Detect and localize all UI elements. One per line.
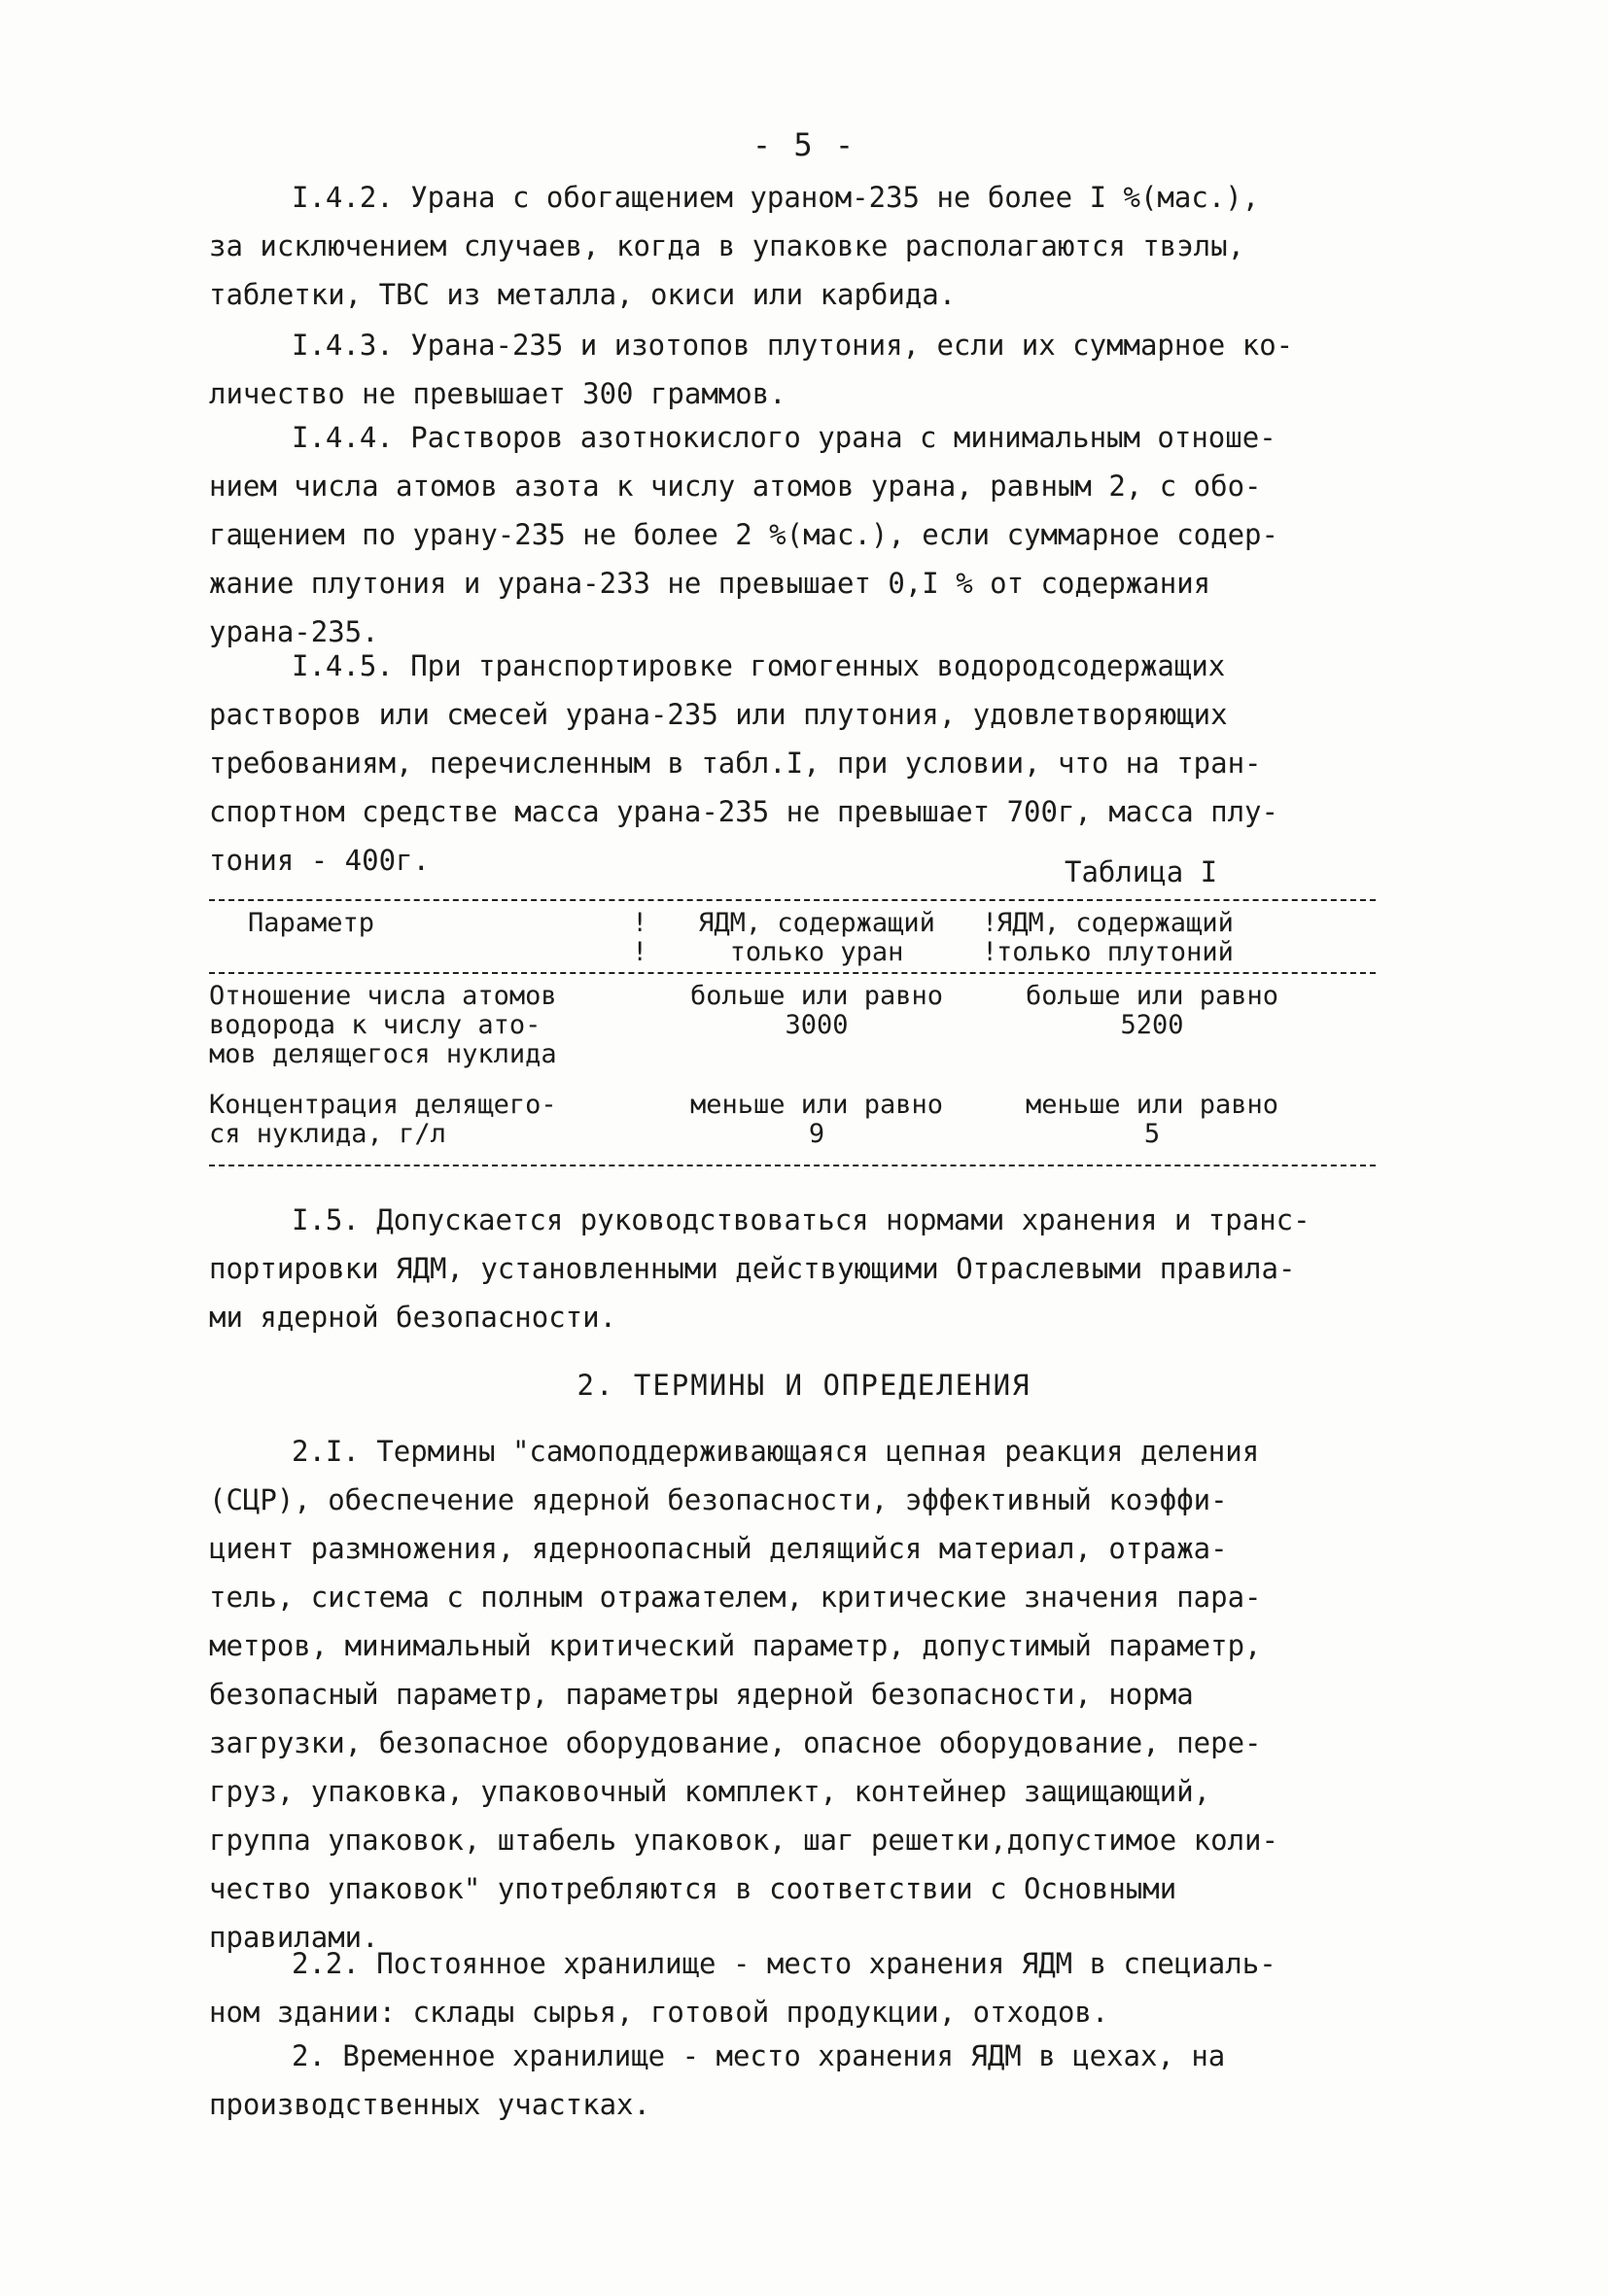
row-param-line: ся нуклида, г/л [209, 1119, 446, 1149]
text-line: ми ядерной безопасности. [209, 1301, 617, 1334]
row-param [209, 1091, 627, 1149]
text-line: 2. Временное хранилище - место хранения ЯДМ в цехах, на [292, 2039, 1226, 2072]
text-line: 2.2. Постоянное хранилище - место хранения ЯДМ в специаль- [292, 1947, 1276, 1980]
header-param: Параметр [248, 908, 375, 938]
row-uran-value: 3000 [785, 1010, 849, 1040]
row-plut [996, 1091, 1376, 1149]
header-uran-line1: ЯДМ, содержащий [698, 908, 935, 938]
row-uran-value: 9 [808, 1119, 825, 1149]
paragraph-2-3 [209, 2032, 1385, 2129]
text-line: ном здании: склады сырья, готовой продукции, отходов. [209, 1996, 1109, 2029]
column-separator: ! [632, 908, 648, 938]
row-plut-value: 5 [1143, 1119, 1161, 1149]
column-separator: ! [632, 937, 648, 967]
row-uran [656, 982, 977, 1040]
table-bottom-rule [209, 1165, 1376, 1166]
table-row [209, 982, 1376, 1074]
row-plut-value: 5200 [1120, 1010, 1184, 1040]
section-title: 2. ТЕРМИНЫ И ОПРЕДЕЛЕНИЯ [577, 1369, 1031, 1402]
page-number: - 5 - [752, 126, 856, 163]
row-param-line: Концентрация делящего- [209, 1090, 557, 1120]
text-line: тония - 400г. [209, 844, 430, 877]
table-header-rule [209, 972, 1376, 974]
text-line: загрузки, безопасное оборудование, опасное оборудование, пере- [209, 1726, 1262, 1759]
text-line: (СЦР), обеспечение ядерной безопасности, эффективный коэффи- [209, 1483, 1228, 1516]
text-line: тель, система с полным отражателем, критические значения пара- [209, 1581, 1262, 1614]
text-line: I.4.3. Урана-235 и изотопов плутония, если их суммарное ко- [292, 329, 1294, 362]
text-line: гащением по урану-235 не более 2 %(мас.), если суммарное содер- [209, 518, 1278, 551]
text-line: I.4.2. Урана с обогащением ураном-235 не более I %(мас.), [292, 181, 1260, 214]
text-line: чество упаковок" употребляются в соответствии с Основными [209, 1872, 1177, 1905]
text-line: 2.I. Термины "самоподдерживающаяся цепная реакция деления [292, 1435, 1260, 1468]
text-line: правилами. [209, 1921, 379, 1954]
text-line: требованиям, перечисленным в табл.I, при условии, что на тран- [209, 747, 1262, 780]
text-line: за исключением случаев, когда в упаковке располагаются твэлы, [209, 229, 1245, 262]
header-plut-line2: только плутоний [996, 937, 1234, 967]
table-header [209, 909, 1376, 967]
paragraph-1-4-5 [209, 642, 1385, 885]
paragraph-1-4-3 [209, 321, 1385, 418]
paragraph-1-5 [209, 1196, 1385, 1341]
text-line: безопасный параметр, параметры ядерной безопасности, норма [209, 1678, 1194, 1711]
header-plut-line1: ЯДМ, содержащий [996, 908, 1234, 938]
table-top-rule [209, 899, 1376, 901]
text-line: личество не превышает 300 граммов. [209, 377, 787, 410]
text-line: растворов или смесей урана-235 или плутония, удовлетворяющих [209, 698, 1228, 731]
row-plut-cond: больше или равно [1025, 981, 1279, 1011]
text-line: I.4.5. При транспортировке гомогенных водородсодержащих [292, 649, 1226, 682]
row-param [209, 982, 627, 1069]
row-uran [656, 1091, 977, 1149]
text-line: циент размножения, ядерноопасный делящийся материал, отража- [209, 1532, 1228, 1565]
text-line: спортном средстве масса урана-235 не превышает 700г, масса плу- [209, 795, 1278, 828]
row-plut-cond: меньше или равно [1025, 1090, 1279, 1120]
paragraph-1-4-2 [209, 173, 1385, 319]
table-caption: Таблица I [1065, 855, 1218, 888]
text-line: таблетки, ТВС из металла, окиси или карбида. [209, 278, 957, 311]
column-separator: ! [982, 937, 998, 967]
header-uran-line2: только уран [729, 937, 904, 967]
row-plut [996, 982, 1376, 1040]
text-line: портировки ЯДМ, установленными действующими Отраслевыми правила- [209, 1252, 1296, 1285]
column-separator: ! [982, 908, 998, 938]
paragraph-2-1 [209, 1427, 1385, 1962]
text-line: метров, минимальный критический параметр, допустимый параметр, [209, 1629, 1262, 1662]
row-uran-cond: больше или равно [689, 981, 944, 1011]
table-row [209, 1091, 1376, 1159]
text-line: группа упаковок, штабель упаковок, шаг решетки,допустимое коли- [209, 1824, 1278, 1857]
row-uran-cond: меньше или равно [689, 1090, 944, 1120]
row-param-line: водорода к числу ато- [209, 1010, 542, 1040]
row-param-line: мов делящегося нуклида [209, 1039, 557, 1069]
text-line: урана-235. [209, 615, 379, 648]
text-line: I.5. Допускается руководствоваться нормами хранения и транс- [292, 1203, 1311, 1236]
text-line: нием числа атомов азота к числу атомов урана, равным 2, с обо- [209, 470, 1262, 503]
paragraph-2-2 [209, 1939, 1385, 2036]
text-line: производственных участках. [209, 2088, 650, 2121]
paragraph-1-4-4 [209, 413, 1385, 656]
header-plut [996, 909, 1376, 967]
text-line: I.4.4. Растворов азотнокислого урана с минимальным отноше- [292, 421, 1276, 454]
text-line: жание плутония и урана-233 не превышает 0,I % от содержания [209, 567, 1211, 600]
header-uran [656, 909, 977, 967]
row-param-line: Отношение числа атомов [209, 981, 557, 1011]
text-line: груз, упаковка, упаковочный комплект, контейнер защищающий, [209, 1775, 1211, 1808]
